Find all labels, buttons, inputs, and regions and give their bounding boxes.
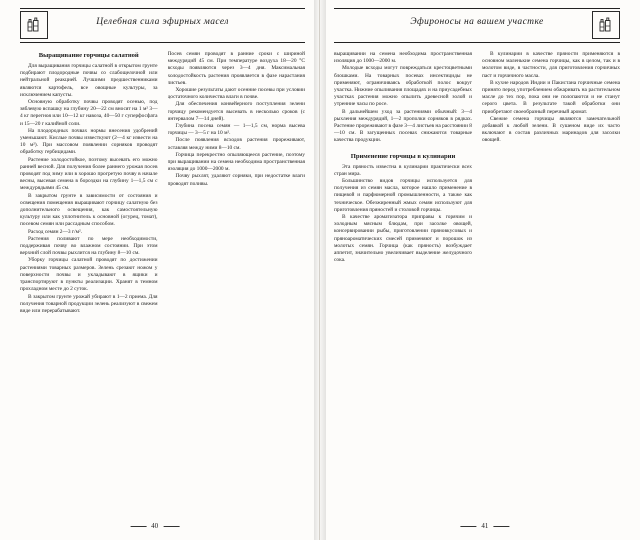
paragraph: Эта пряность известна в кулинарии практически всех стран мира. (334, 163, 472, 177)
right-folio (460, 522, 509, 530)
paragraph: После появления всходов растения прореживают, оставляя между ними 8—10 см. (167, 137, 305, 151)
left-running-head (20, 8, 305, 43)
folio-dash-right (493, 526, 509, 527)
folio-dash-left (130, 526, 146, 527)
paragraph: Уборку горчицы салатной проводят по достижении растениями товарных размеров. Зелень срезают ножом у поверхности почвы и укладывают в ящики и транспортируют в пункты реализации. Хранят в темном прохладном месте до 2 суток. (20, 257, 158, 293)
right-running-head (334, 8, 620, 43)
right-page-title: Эфироносы на вашем участке (410, 17, 544, 27)
paragraph: Для выращивания горчицы салатной в открытом грунте подбирают плодородные почвы со слабощелочной или нейтральной реакцией. Лучшими предшественниками являются картофель, все овощные культуры, за исключением капусты. (20, 63, 158, 98)
right-head-rule (334, 8, 620, 9)
folio-dash-right (163, 526, 179, 527)
paragraph: Для обеспечения конвейерного поступления зелени горчицу рекомендуется высевать в несколько сроков (с интервалом 7—14 дней). (167, 101, 305, 122)
left-folio (130, 522, 179, 530)
left-page-columns (20, 51, 305, 519)
paragraph: Молодые всходы могут повреждаться крестоцветными блошками. На товарных посевах инсектициды не применяют, ограничиваясь обработкой полос вокруг участка. Нижние опыливания площадях и на приусадебных участках растения можно опылить древесной золой и утренние часы по росе. (334, 65, 472, 108)
section-title-mustard-in-cooking: Применение горчицы в кулинарии (350, 152, 456, 160)
folio-number: 41 (481, 522, 489, 530)
right-column-1 (334, 51, 472, 519)
paragraph: В дальнейшем уход за растениями обычный: 3—4 рыхления междурядий, 1—2 прополки сорняков в рядках. Растение прореживают в фазе 3—4 листьев на расстоянии 8—10 см. В загущенных посевах снижаются товарные качества продукции. (334, 108, 472, 144)
right-column-2 (482, 51, 620, 519)
paragraph: В закрытом грунте в зависимости от состояния и освещения помещения выращивают горчицу салатную без дополнительного освещения, как самостоятельную культуру или как уплотнитель к основной (огурец, томат), посевом семян или рассадным способом. (20, 192, 158, 228)
right-page-columns (334, 51, 620, 519)
folio-dash-left (460, 526, 476, 527)
paragraph: Растения поливают по мере необходимости, поддерживая почву во влажном состоянии. При этом верхний слой почвы рыхлится на глубину 8—10 см. (20, 235, 158, 257)
paragraph: В кулинарии в качестве пряности применяются в основном маленькие семена горчицы, как в целом, так и в молотом виде, в частности, для приготовления горчичных паст и горчичного масла. (482, 51, 620, 79)
paragraph: Расход семян 2—3 г/м². (28, 228, 83, 235)
left-column-1 (20, 51, 158, 519)
paragraph: Хорошие результаты дают осенние посевы при условии достаточного количества влаги в почве. (167, 87, 305, 101)
right-page (320, 0, 640, 540)
section-title-growing-mustard: Выращивание горчицы салатной (38, 52, 139, 59)
left-column-2 (168, 51, 306, 519)
paragraph: Почву рыхлят, удаляют сорняки, при недостатке влаги проводят поливы. (167, 173, 305, 187)
paragraph: Основную обработку почвы проводят осенью, под зяблевую вспашку на глубину 20—22 см вносят на 1 м² 3—4 кг перегноя или 10—12 кг навоза, 40—50 г суперфосфата и 15—20 г калийной соли. (20, 99, 158, 127)
paragraph: На плодородных почвах нормы внесения удобрений уменьшают. Кислые почвы известкуют (2—4 кг извести на 10 м²). При массовом появлении сорняков проводят обработку гербицидами. (20, 127, 158, 156)
left-page-title: Целебная сила эфирных масел (96, 17, 229, 27)
paragraph: Горчица перекрестно опыляющееся растение, поэтому при выращивании на семена необходима пространственная изоляция до 1000—2000 м. (167, 151, 305, 173)
left-head-rule (20, 8, 305, 9)
paragraph: Глубина посева семян — 1—1,5 см, норма высева горчицы — 3—5 г на 10 м². (167, 123, 305, 137)
paragraph: Большинство видов горчицы используется для получения из семян масла, которое нашло применение в пищевой и парфюмерной промышленности, а также как техническое. Обезжиренный жмых семян используют для приготовления пряностей и столовой горчицы. (334, 178, 472, 213)
folio-number: 40 (151, 522, 159, 530)
paragraph: Посев семян проводят в ранние сроки с шириной междурядий 45 см. При температуре воздуха 18—20 °С всходы появляются через 3—4 дня. Максимальная холодостойкость растения проявляется в фазе нарастания листьев. (167, 51, 305, 86)
paragraph: Растение холодостойкое, поэтому высевать его можно ранней весной. Для получения более раннего урожая посев проводят под зиму или в хорошо прогретую почву в начале весны, высевая семена в бороздки на глубину 1—1,5 см с междурядьями 45 см. (20, 156, 158, 192)
paragraph: выращивании на семена необходима пространственная изоляция до 1000—2000 м. (334, 51, 472, 65)
paragraph: В закрытом грунте урожай убирают в 1—2 приема. Для получения товарной продукции зелень реализуют в свежем виде или перерабатывают. (20, 293, 158, 314)
paragraph: В кухне народов Индии и Пакистана горчичные семена принято перед употреблением обжаривать на растительном масле до тех пор, пока они не полопаются и не станут серого цвета. В результате такой обработки они приобретают своеобразный перечный аромат. (482, 79, 620, 115)
paragraph: Свежие семена горчицы являются замечательной добавкой к любой зелени. В сушеном виде их часто включают в состав различных маринадов для засолки овощей. (482, 115, 620, 144)
paragraph: В качестве ароматизатора приправы к горячим и холодным мясным блюдам, при засолке овощей, консервировании рыбы, приготовлении пряновкусовых и пряноароматических смесей применяют и порошок из молотых семян. Горчица (как пряность) возбуждает аппетит, значительно увеличивает выделение желудочного сока. (334, 214, 472, 264)
